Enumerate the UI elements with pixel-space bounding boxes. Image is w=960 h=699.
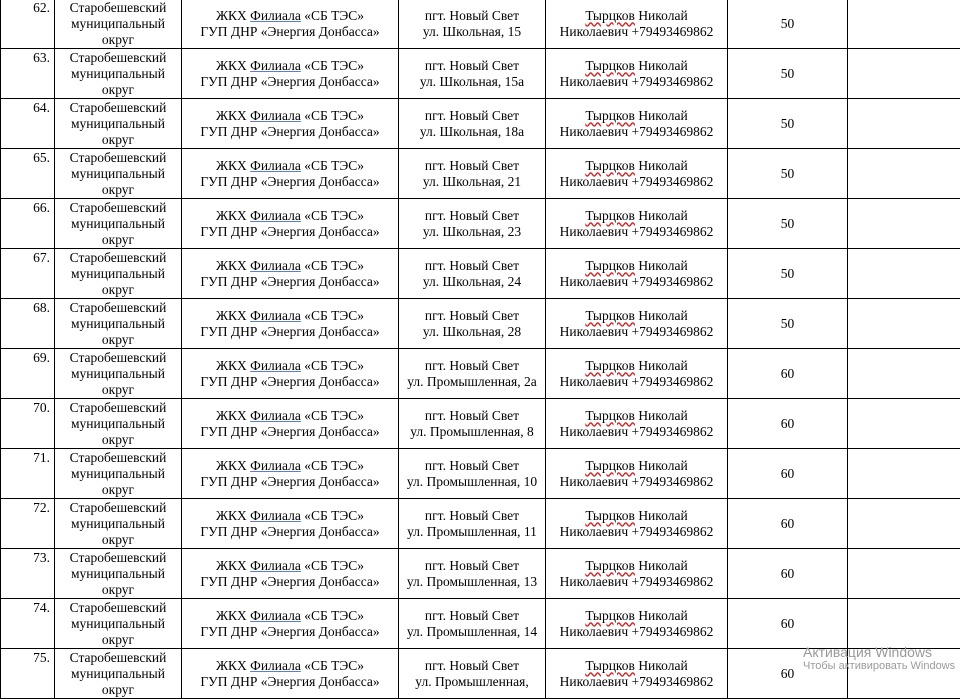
addr-street: ул. Школьная, 23: [423, 224, 521, 239]
watermark-subtitle: Чтобы активировать Windows: [803, 660, 955, 673]
district: Старобешевский муниципальный округ: [70, 300, 167, 347]
table-row: [1, 349, 960, 399]
contact-surname: Тырцков: [585, 458, 635, 473]
addr-street: ул. Промышленная, 2а: [407, 374, 537, 389]
contact-patronymic: Николаевич: [560, 524, 629, 539]
contact-name: Николай: [638, 358, 687, 373]
addr-street: ул. Школьная, 28: [423, 324, 521, 339]
district: Старобешевский муниципальный округ: [70, 50, 167, 97]
contact-phone: +79493469862: [632, 174, 714, 189]
addr-town: пгт. Новый Свет: [425, 58, 519, 73]
contact-phone: +79493469862: [632, 74, 714, 89]
contact-surname: Тырцков: [585, 658, 635, 673]
contact-phone: +79493469862: [632, 524, 714, 539]
contact-surname: Тырцков: [585, 608, 635, 623]
contact-cell: [546, 249, 728, 299]
row-number: [1, 0, 55, 49]
org-branch-name: «СБ ТЭС»: [301, 258, 364, 273]
contact-phone: +79493469862: [632, 424, 714, 439]
org-branch: Филиала: [250, 158, 301, 173]
org-branch: Филиала: [250, 108, 301, 123]
contact-patronymic: Николаевич: [560, 174, 629, 189]
contact-surname: Тырцков: [585, 308, 635, 323]
org-prefix: ЖКХ: [216, 258, 247, 273]
count: 50: [781, 66, 795, 81]
count-cell: [728, 649, 848, 699]
organization-cell: [182, 549, 399, 599]
table-row: [1, 249, 960, 299]
district-cell: [55, 49, 182, 99]
org-company: ГУП ДНР «Энергия Донбасса»: [200, 574, 379, 589]
address-cell: [399, 349, 546, 399]
contact-patronymic: Николаевич: [560, 674, 629, 689]
contact-surname: Тырцков: [585, 558, 635, 573]
org-branch-name: «СБ ТЭС»: [301, 108, 364, 123]
district: Старобешевский муниципальный округ: [70, 100, 167, 147]
organization-cell: [182, 499, 399, 549]
addr-town: пгт. Новый Свет: [425, 308, 519, 323]
num: 70.: [33, 400, 50, 415]
contact-cell: [546, 349, 728, 399]
row-number: [1, 199, 55, 249]
org-company: ГУП ДНР «Энергия Донбасса»: [200, 374, 379, 389]
count-cell: [728, 349, 848, 399]
org-prefix: ЖКХ: [216, 658, 247, 673]
table-row: [1, 299, 960, 349]
org-branch: Филиала: [250, 558, 301, 573]
addr-street: ул. Школьная, 15: [423, 24, 521, 39]
row-number: [1, 499, 55, 549]
contact-phone: +79493469862: [632, 474, 714, 489]
row-number: [1, 149, 55, 199]
count: 60: [781, 666, 795, 681]
district-cell: [55, 449, 182, 499]
empty-cell: [848, 349, 960, 399]
addr-street: ул. Школьная, 21: [423, 174, 521, 189]
district: Старобешевский муниципальный округ: [70, 600, 167, 647]
district: Старобешевский муниципальный округ: [70, 550, 167, 597]
empty-cell: [848, 399, 960, 449]
contact-cell: [546, 0, 728, 49]
count-cell: [728, 49, 848, 99]
num: 66.: [33, 200, 50, 215]
org-company: ГУП ДНР «Энергия Донбасса»: [200, 224, 379, 239]
organization-cell: [182, 399, 399, 449]
contact-name: Николай: [638, 308, 687, 323]
org-branch-name: «СБ ТЭС»: [301, 558, 364, 573]
address-cell: [399, 199, 546, 249]
addr-town: пгт. Новый Свет: [425, 8, 519, 23]
watermark-title: Активация Windows: [803, 644, 955, 660]
num: 62.: [33, 0, 50, 15]
contact-phone: +79493469862: [632, 374, 714, 389]
contact-name: Николай: [638, 458, 687, 473]
empty-cell: [848, 299, 960, 349]
org-branch: Филиала: [250, 58, 301, 73]
contact-name: Николай: [638, 558, 687, 573]
contact-surname: Тырцков: [585, 108, 635, 123]
district: Старобешевский муниципальный округ: [70, 250, 167, 297]
district-cell: [55, 249, 182, 299]
table-row: [1, 449, 960, 499]
contact-patronymic: Николаевич: [560, 274, 629, 289]
address-cell: [399, 99, 546, 149]
org-prefix: ЖКХ: [216, 108, 247, 123]
address-cell: [399, 49, 546, 99]
addr-town: пгт. Новый Свет: [425, 658, 519, 673]
district: Старобешевский муниципальный округ: [70, 200, 167, 247]
addr-town: пгт. Новый Свет: [425, 358, 519, 373]
count-cell: [728, 199, 848, 249]
org-branch-name: «СБ ТЭС»: [301, 58, 364, 73]
addr-town: пгт. Новый Свет: [425, 258, 519, 273]
district: Старобешевский муниципальный округ: [70, 350, 167, 397]
address-cell: [399, 649, 546, 699]
address-cell: [399, 149, 546, 199]
count-cell: [728, 499, 848, 549]
addr-town: пгт. Новый Свет: [425, 558, 519, 573]
contact-patronymic: Николаевич: [560, 624, 629, 639]
org-company: ГУП ДНР «Энергия Донбасса»: [200, 424, 379, 439]
org-company: ГУП ДНР «Энергия Донбасса»: [200, 74, 379, 89]
addr-town: пгт. Новый Свет: [425, 458, 519, 473]
contact-name: Николай: [638, 208, 687, 223]
org-branch: Филиала: [250, 408, 301, 423]
address-cell: [399, 299, 546, 349]
org-branch: Филиала: [250, 358, 301, 373]
num: 63.: [33, 50, 50, 65]
contact-cell: [546, 449, 728, 499]
org-prefix: ЖКХ: [216, 58, 247, 73]
contact-patronymic: Николаевич: [560, 424, 629, 439]
count-cell: [728, 0, 848, 49]
district-cell: [55, 349, 182, 399]
row-number: [1, 649, 55, 699]
contact-phone: +79493469862: [632, 224, 714, 239]
num: 67.: [33, 250, 50, 265]
contact-cell: [546, 49, 728, 99]
num: 74.: [33, 600, 50, 615]
contact-cell: [546, 599, 728, 649]
contact-phone: +79493469862: [632, 124, 714, 139]
count: 60: [781, 466, 795, 481]
num: 72.: [33, 500, 50, 515]
count: 50: [781, 16, 795, 31]
row-number: [1, 399, 55, 449]
address-cell: [399, 549, 546, 599]
district: Старобешевский муниципальный округ: [70, 400, 167, 447]
org-branch: Филиала: [250, 258, 301, 273]
table-row: [1, 649, 960, 699]
address-cell: [399, 449, 546, 499]
org-prefix: ЖКХ: [216, 558, 247, 573]
contact-patronymic: Николаевич: [560, 374, 629, 389]
empty-cell: [848, 499, 960, 549]
row-number: [1, 49, 55, 99]
addr-street: ул. Промышленная, 10: [407, 474, 537, 489]
contact-phone: +79493469862: [632, 574, 714, 589]
contact-name: Николай: [638, 608, 687, 623]
organization-cell: [182, 249, 399, 299]
contact-name: Николай: [638, 58, 687, 73]
row-number: [1, 299, 55, 349]
org-branch: Филиала: [250, 608, 301, 623]
organization-cell: [182, 199, 399, 249]
district-cell: [55, 499, 182, 549]
contact-name: Николай: [638, 158, 687, 173]
table-body: [1, 0, 960, 699]
contact-surname: Тырцков: [585, 258, 635, 273]
organization-cell: [182, 449, 399, 499]
organization-cell: [182, 349, 399, 399]
organization-cell: [182, 99, 399, 149]
contact-cell: [546, 399, 728, 449]
org-company: ГУП ДНР «Энергия Донбасса»: [200, 474, 379, 489]
num: 75.: [33, 650, 50, 665]
district: Старобешевский муниципальный округ: [70, 450, 167, 497]
contact-surname: Тырцков: [585, 58, 635, 73]
org-company: ГУП ДНР «Энергия Донбасса»: [200, 624, 379, 639]
addr-town: пгт. Новый Свет: [425, 508, 519, 523]
contact-name: Николай: [638, 258, 687, 273]
num: 64.: [33, 100, 50, 115]
table-row: [1, 199, 960, 249]
row-number: [1, 549, 55, 599]
organization-cell: [182, 0, 399, 49]
district: Старобешевский муниципальный округ: [70, 0, 167, 47]
count-cell: [728, 299, 848, 349]
contact-surname: Тырцков: [585, 158, 635, 173]
table-row: [1, 99, 960, 149]
org-prefix: ЖКХ: [216, 358, 247, 373]
empty-cell: [848, 549, 960, 599]
district-cell: [55, 549, 182, 599]
count: 50: [781, 116, 795, 131]
contact-surname: Тырцков: [585, 508, 635, 523]
row-number: [1, 99, 55, 149]
address-cell: [399, 0, 546, 49]
contact-phone: +79493469862: [632, 324, 714, 339]
addr-town: пгт. Новый Свет: [425, 208, 519, 223]
contact-name: Николай: [638, 658, 687, 673]
addr-street: ул. Промышленная, 11: [407, 524, 537, 539]
district-cell: [55, 299, 182, 349]
empty-cell: [848, 199, 960, 249]
table-row: [1, 399, 960, 449]
addr-town: пгт. Новый Свет: [425, 158, 519, 173]
contact-surname: Тырцков: [585, 8, 635, 23]
empty-cell: [848, 0, 960, 49]
org-company: ГУП ДНР «Энергия Донбасса»: [200, 524, 379, 539]
district-cell: [55, 0, 182, 49]
row-number: [1, 449, 55, 499]
table-row: [1, 549, 960, 599]
addr-town: пгт. Новый Свет: [425, 108, 519, 123]
addr-street: ул. Школьная, 18а: [420, 124, 524, 139]
org-branch-name: «СБ ТЭС»: [301, 458, 364, 473]
org-company: ГУП ДНР «Энергия Донбасса»: [200, 24, 379, 39]
count-cell: [728, 149, 848, 199]
table-row: [1, 599, 960, 649]
contact-patronymic: Николаевич: [560, 574, 629, 589]
count: 50: [781, 316, 795, 331]
empty-cell: [848, 599, 960, 649]
contact-phone: +79493469862: [632, 624, 714, 639]
contact-cell: [546, 499, 728, 549]
org-branch: Филиала: [250, 658, 301, 673]
row-number: [1, 249, 55, 299]
contact-patronymic: Николаевич: [560, 74, 629, 89]
count-cell: [728, 99, 848, 149]
address-cell: [399, 499, 546, 549]
district-cell: [55, 399, 182, 449]
org-prefix: ЖКХ: [216, 608, 247, 623]
org-company: ГУП ДНР «Энергия Донбасса»: [200, 174, 379, 189]
empty-cell: [848, 49, 960, 99]
contact-patronymic: Николаевич: [560, 224, 629, 239]
district-cell: [55, 199, 182, 249]
address-cell: [399, 249, 546, 299]
org-branch-name: «СБ ТЭС»: [301, 658, 364, 673]
org-prefix: ЖКХ: [216, 408, 247, 423]
count: 50: [781, 166, 795, 181]
contact-surname: Тырцков: [585, 408, 635, 423]
org-prefix: ЖКХ: [216, 8, 247, 23]
addr-street: ул. Школьная, 24: [423, 274, 521, 289]
addr-street: ул. Промышленная, 14: [407, 624, 537, 639]
addr-street: ул. Промышленная, 8: [410, 424, 534, 439]
row-number: [1, 349, 55, 399]
contact-name: Николай: [638, 408, 687, 423]
count: 60: [781, 516, 795, 531]
org-branch-name: «СБ ТЭС»: [301, 408, 364, 423]
contact-phone: +79493469862: [632, 674, 714, 689]
empty-cell: [848, 249, 960, 299]
contact-cell: [546, 549, 728, 599]
addr-street: ул. Школьная, 15а: [420, 74, 524, 89]
table-row: [1, 149, 960, 199]
contact-patronymic: Николаевич: [560, 124, 629, 139]
count-cell: [728, 249, 848, 299]
org-prefix: ЖКХ: [216, 458, 247, 473]
organization-cell: [182, 49, 399, 99]
count: 50: [781, 216, 795, 231]
org-branch-name: «СБ ТЭС»: [301, 508, 364, 523]
district-cell: [55, 599, 182, 649]
org-branch-name: «СБ ТЭС»: [301, 158, 364, 173]
count: 60: [781, 566, 795, 581]
org-company: ГУП ДНР «Энергия Донбасса»: [200, 274, 379, 289]
addr-town: пгт. Новый Свет: [425, 408, 519, 423]
org-branch-name: «СБ ТЭС»: [301, 208, 364, 223]
org-prefix: ЖКХ: [216, 308, 247, 323]
empty-cell: [848, 649, 960, 699]
org-branch-name: «СБ ТЭС»: [301, 308, 364, 323]
org-branch-name: «СБ ТЭС»: [301, 358, 364, 373]
count-cell: [728, 449, 848, 499]
organization-cell: [182, 149, 399, 199]
address-cell: [399, 399, 546, 449]
org-branch: Филиала: [250, 458, 301, 473]
contact-phone: +79493469862: [632, 274, 714, 289]
num: 68.: [33, 300, 50, 315]
contact-patronymic: Николаевич: [560, 324, 629, 339]
contact-patronymic: Николаевич: [560, 24, 629, 39]
org-prefix: ЖКХ: [216, 158, 247, 173]
org-prefix: ЖКХ: [216, 508, 247, 523]
org-branch: Филиала: [250, 508, 301, 523]
table-row: [1, 0, 960, 49]
organization-cell: [182, 599, 399, 649]
addr-street: ул. Промышленная, 13: [407, 574, 537, 589]
district: Старобешевский муниципальный округ: [70, 500, 167, 547]
count: 60: [781, 416, 795, 431]
address-cell: [399, 599, 546, 649]
org-company: ГУП ДНР «Энергия Донбасса»: [200, 124, 379, 139]
district-cell: [55, 649, 182, 699]
org-company: ГУП ДНР «Энергия Донбасса»: [200, 324, 379, 339]
row-number: [1, 599, 55, 649]
num: 65.: [33, 150, 50, 165]
organization-cell: [182, 299, 399, 349]
org-branch-name: «СБ ТЭС»: [301, 608, 364, 623]
contact-name: Николай: [638, 8, 687, 23]
contact-phone: +79493469862: [632, 24, 714, 39]
addr-town: пгт. Новый Свет: [425, 608, 519, 623]
contact-surname: Тырцков: [585, 358, 635, 373]
contact-cell: [546, 649, 728, 699]
contact-name: Николай: [638, 508, 687, 523]
count: 50: [781, 266, 795, 281]
table-row: [1, 499, 960, 549]
org-branch: Филиала: [250, 308, 301, 323]
num: 71.: [33, 450, 50, 465]
table-row: [1, 49, 960, 99]
org-branch-name: «СБ ТЭС»: [301, 8, 364, 23]
organization-cell: [182, 649, 399, 699]
contact-cell: [546, 199, 728, 249]
count-cell: [728, 399, 848, 449]
district-cell: [55, 149, 182, 199]
contact-cell: [546, 149, 728, 199]
addr-street: ул. Промышленная,: [415, 674, 528, 689]
empty-cell: [848, 449, 960, 499]
org-prefix: ЖКХ: [216, 208, 247, 223]
empty-cell: [848, 149, 960, 199]
contact-surname: Тырцков: [585, 208, 635, 223]
count: 60: [781, 616, 795, 631]
count: 60: [781, 366, 795, 381]
district: Старобешевский муниципальный округ: [70, 150, 167, 197]
empty-cell: [848, 99, 960, 149]
contact-patronymic: Николаевич: [560, 474, 629, 489]
org-branch: Филиала: [250, 8, 301, 23]
district: Старобешевский муниципальный округ: [70, 650, 167, 697]
count-cell: [728, 549, 848, 599]
num: 73.: [33, 550, 50, 565]
contact-cell: [546, 99, 728, 149]
org-branch: Филиала: [250, 208, 301, 223]
district-cell: [55, 99, 182, 149]
contact-cell: [546, 299, 728, 349]
contact-name: Николай: [638, 108, 687, 123]
count-cell: [728, 599, 848, 649]
num: 69.: [33, 350, 50, 365]
org-company: ГУП ДНР «Энергия Донбасса»: [200, 674, 379, 689]
